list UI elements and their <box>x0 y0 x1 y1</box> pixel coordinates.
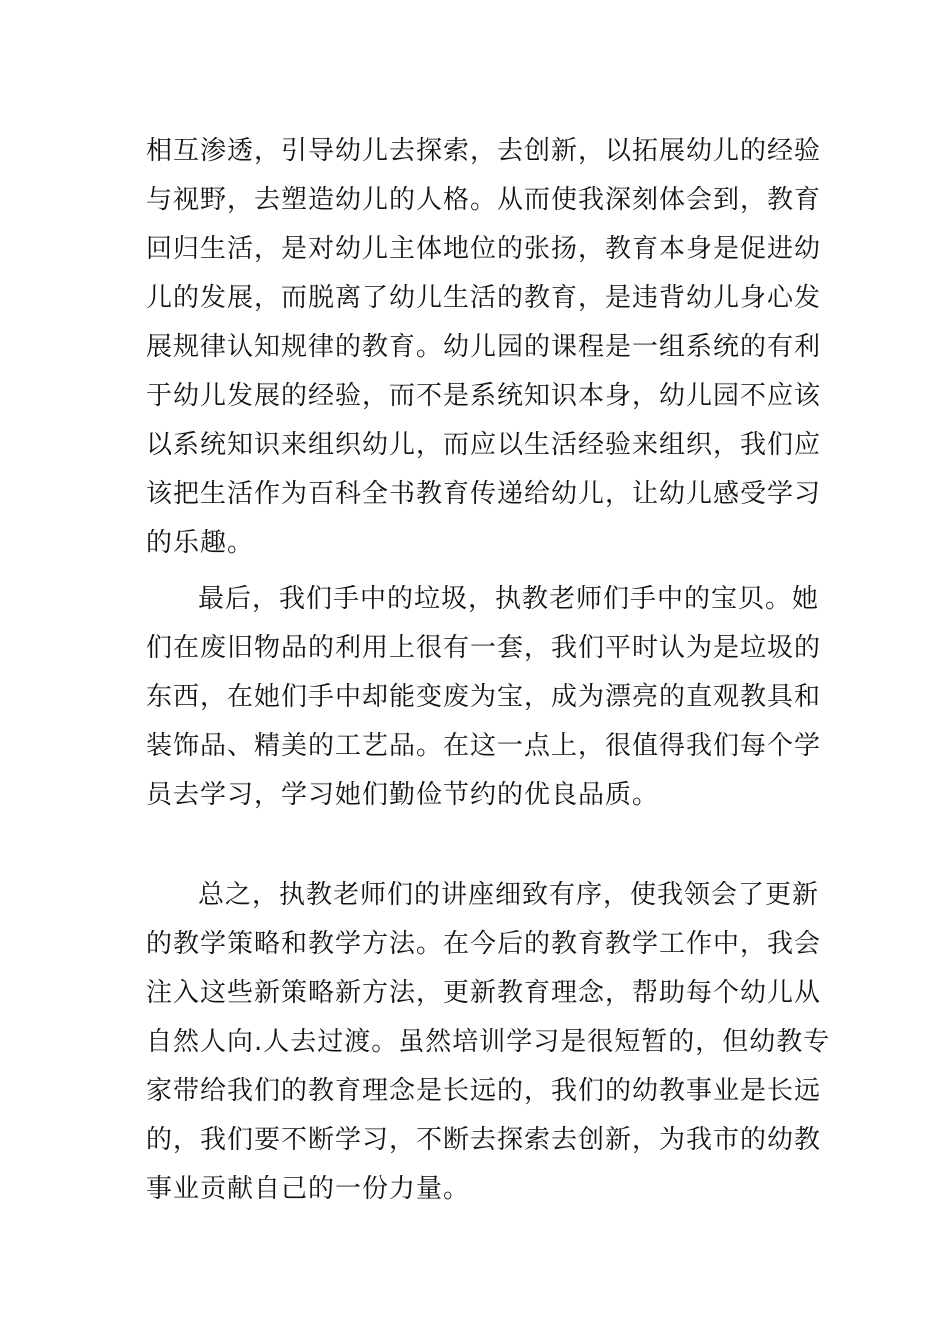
text-line: 的乐趣。 <box>146 528 255 558</box>
text-line: 儿的发展，而脱离了幼儿生活的教育，是违背幼儿身心发 <box>146 283 822 313</box>
text-line: 家带给我们的教育理念是长远的，我们的幼教事业是长远 <box>146 1076 822 1106</box>
text-line: 展规律认知规律的教育。幼儿园的课程是一组系统的有利 <box>146 332 822 362</box>
text-line: 自然人向.人去过渡。虽然培训学习是很短暂的，但幼教专 <box>146 1027 831 1057</box>
text-line: 回归生活，是对幼儿主体地位的张扬，教育本身是促进幼 <box>146 234 822 264</box>
text-line: 员去学习，学习她们勤俭节约的优良品质。 <box>146 780 660 810</box>
text-line: 于幼儿发展的经验，而不是系统知识本身，幼儿园不应该 <box>146 381 822 411</box>
text-line: 与视野，去塑造幼儿的人格。从而使我深刻体会到，教育 <box>146 185 822 215</box>
text-line: 们在废旧物品的利用上很有一套，我们平时认为是垃圾的 <box>146 633 822 663</box>
text-line: 东西，在她们手中却能变废为宝，成为漂亮的直观教具和 <box>146 682 822 712</box>
text-line: 装饰品、精美的工艺品。在这一点上，很值得我们每个学 <box>146 731 822 761</box>
text-line: 事业贡献自己的一份力量。 <box>146 1174 471 1204</box>
text-line: 的，我们要不断学习，不断去探索去创新，为我市的幼教 <box>146 1125 822 1155</box>
text-line: 注入这些新策略新方法，更新教育理念，帮助每个幼儿从 <box>146 978 822 1008</box>
text-line: 最后，我们手中的垃圾，执教老师们手中的宝贝。她 <box>198 584 820 614</box>
text-line: 该把生活作为百科全书教育传递给幼儿，让幼儿感受学习 <box>146 479 822 509</box>
text-line: 相互渗透，引导幼儿去探索，去创新，以拓展幼儿的经验 <box>146 136 822 166</box>
text-line: 总之，执教老师们的讲座细致有序，使我领会了更新 <box>198 880 820 910</box>
text-line: 的教学策略和教学方法。在今后的教育教学工作中，我会 <box>146 929 822 959</box>
text-line: 以系统知识来组织幼儿，而应以生活经验来组织，我们应 <box>146 430 822 460</box>
